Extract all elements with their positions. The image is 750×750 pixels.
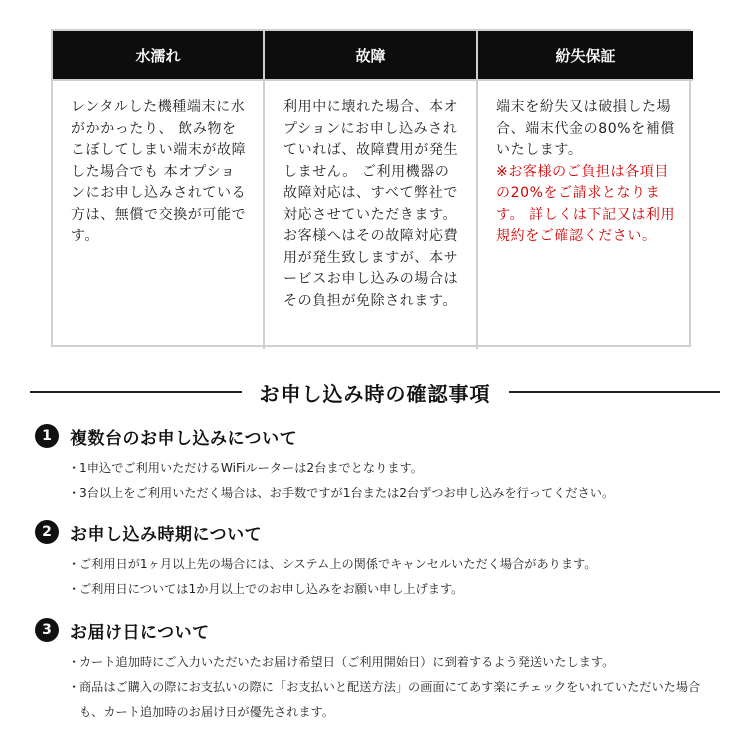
water-damage-text: レンタルした機種端末に水がかかったり、 飲み物をこぼしてしまい端末が故障した場合でも 本オプションにお申し込みされている方は、無償で交換が可能です。 [71, 99, 247, 244]
cell-loss-guarantee [478, 81, 693, 349]
cell-water-damage [53, 81, 265, 349]
bullet-item: ・ ご利用日については1か月以上でのお申し込みをお願い申し上げます。 [35, 577, 725, 602]
number-3-icon: 3 [35, 618, 59, 642]
header-water-damage: 水濡れ [53, 31, 265, 81]
item-title: 複数台のお申し込みについて [70, 428, 298, 449]
loss-guarantee-text: 端末を紛失又は破損した場合、端末代金の80%を補償いたします。 [496, 99, 675, 158]
confirm-item-application-timing [35, 518, 725, 602]
section-header [30, 372, 720, 412]
confirm-item-multiple-units [35, 422, 725, 506]
bullet-item: ・ ご利用日が1ヶ月以上先の場合には、システム上の関係でキャンセルいただく場合があります。 [35, 552, 725, 577]
header-loss-guarantee: 紛失保証 [478, 31, 693, 81]
bullet-item: ・ 1申込でご利用いただけるWiFiルーターは2台までとなります。 [35, 456, 725, 481]
malfunction-text: 利用中に壊れた場合、本オプションにお申し込みされていれば、故障費用が発生しません。 ご利用機器の故障対応は、すべて弊社で対応させていただきます。 お客様へはその故障対応費用が発生致しますが、本サービスお申し込みの場合はその負担が免除されます。 [283, 99, 459, 309]
confirm-item-delivery-date [35, 616, 725, 725]
coverage-table [51, 29, 691, 347]
loss-guarantee-note: ※お客様のご負担は各項目の20%をご請求となります。 詳しくは下記又は利用規約をご確認ください。 [496, 163, 676, 244]
section-title: お申し込み時の確認事項 [259, 381, 491, 406]
number-2-icon: 2 [35, 520, 59, 544]
number-1-icon: 1 [35, 424, 59, 448]
bullet-item: ・ カート追加時にご入力いただいたお届け希望日（ご利用開始日）に到着するよう発送いたします。 [35, 650, 725, 675]
title-rule-right [509, 391, 721, 393]
item-title: お申し込み時期について [70, 524, 263, 545]
header-malfunction: 故障 [265, 31, 478, 81]
bullet-item: ・ 3台以上をご利用いただく場合は、お手数ですが1台または2台ずつお申し込みを行ってください。 [35, 481, 725, 506]
item-title: お届け日について [70, 622, 210, 643]
bullet-item: ・ 商品はご購入の際にお支払いの際に「お支払いと配送方法」の画面にてあす楽にチェックをいれていただいた場合も、カート追加時のお届け日が優先されます。 [35, 675, 723, 725]
title-rule-left [30, 391, 242, 393]
cell-malfunction [265, 81, 478, 349]
